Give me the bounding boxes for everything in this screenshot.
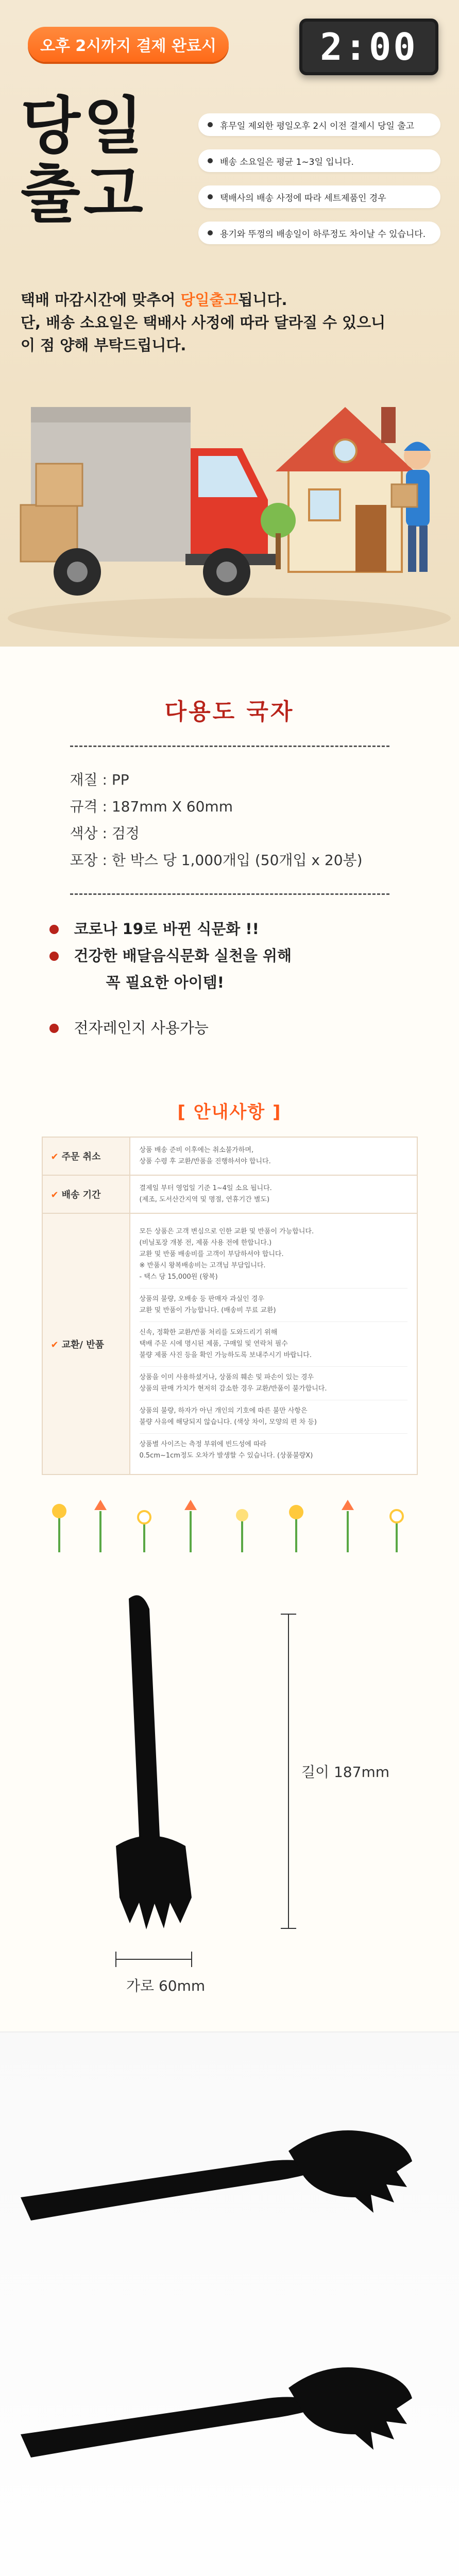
- house-window: [309, 489, 340, 520]
- row-line: 신속, 정확한 교환/반품 처리를 도와드리기 위해: [139, 1329, 278, 1336]
- row-head-label: 교환/ 반품: [61, 1339, 104, 1350]
- feature-item: [49, 969, 410, 996]
- note-text: 택배 마감시간에 맞추어: [21, 291, 176, 309]
- ground-shadow: [8, 598, 451, 639]
- shipping-bullet: 용기와 뚜껑의 배송일이 하루정도 차이날 수 있습니다.: [198, 222, 440, 244]
- truck-cargo-top: [31, 407, 191, 422]
- product-duo-section: [0, 2031, 459, 2576]
- row-head: [42, 1175, 130, 1213]
- row-line: 상품 수령 후 교환/반품을 진행하셔야 합니다.: [139, 1158, 271, 1165]
- row-content: [130, 1213, 417, 1475]
- clock-time: 2:00: [320, 25, 418, 69]
- row-line: 상품의 불량, 오배송 등 판매자 과실인 경우: [139, 1295, 264, 1303]
- exchange-block: [140, 1322, 407, 1367]
- bullet-dot: [49, 1024, 59, 1033]
- row-head-label: 주문 취소: [61, 1151, 101, 1162]
- row-line: (비닐포장 개봉 전, 제품 사용 전에 한합니다.): [139, 1239, 272, 1247]
- row-line: 교환 및 반품이 가능합니다. (배송비 무료 교환): [139, 1307, 276, 1314]
- row-line: 결제일 부터 영업일 기준 1~4일 소요 됩니다.: [139, 1184, 272, 1192]
- note-line: 이 점 양해 부탁드립니다.: [21, 336, 186, 354]
- spec-packaging: 포장 : 한 박스 당 1,000개입 (50개입 x 20봉): [70, 852, 363, 869]
- courier-box: [392, 484, 417, 507]
- row-line: 불량 제품 사진 등을 확인 가능하도록 보내주시기 바랍니다.: [139, 1351, 312, 1359]
- house-round-window: [334, 439, 356, 462]
- ladle-handle: [129, 1595, 160, 1856]
- row-line: 상품을 이미 사용하셨거나, 상품의 훼손 및 파손이 있는 경우: [139, 1374, 314, 1381]
- shipping-bullet: 택배사의 배송 사정에 따라 세트제품인 경우: [198, 185, 440, 208]
- ladle-photo-bottom: [21, 2367, 412, 2458]
- flower-decoration: [0, 1485, 459, 1568]
- courier-leg: [419, 526, 428, 572]
- feature-item: [49, 916, 410, 942]
- product-info-section: [0, 647, 459, 1062]
- shipping-bullet: 휴무일 제외한 평일오후 2시 이전 결제시 당일 출고: [198, 113, 440, 136]
- row-content: [130, 1175, 417, 1213]
- row-head-label: 배송 기간: [61, 1190, 101, 1200]
- ladle-pair-photo: [0, 2032, 459, 2576]
- size-section: [0, 1568, 459, 2031]
- exchange-block: [140, 1434, 407, 1467]
- shipping-bullet: 배송 소요일은 평균 1~3일 입니다.: [198, 149, 440, 172]
- table-row: [42, 1175, 417, 1213]
- feature-item: [49, 1014, 410, 1041]
- feature-item: [49, 942, 410, 969]
- spec-color: 색상 : 검정: [70, 825, 140, 842]
- clock-display: [299, 19, 438, 75]
- delivery-illustration: [0, 350, 459, 647]
- exchange-block: [140, 1400, 407, 1434]
- hero-title: [21, 93, 146, 229]
- row-line: (제조, 도서산간지역 및 명절, 연휴기간 별도): [139, 1196, 270, 1204]
- row-line: - 택스 당 15,000원 (왕복): [139, 1273, 218, 1281]
- row-line: 택배 주문 시에 명시된 제품, 구매일 및 연락처 필수: [139, 1340, 288, 1348]
- truck-hub: [216, 562, 237, 582]
- feature-text: 건강한 배달음식문화 실천을 위해: [74, 947, 292, 964]
- flower-icon: [390, 1510, 403, 1552]
- delivery-note: [21, 289, 443, 357]
- spec-size: 규격 : 187mm X 60mm: [70, 798, 233, 815]
- exchange-block: [140, 1367, 407, 1400]
- flower-icon: [289, 1505, 303, 1552]
- hero-title-line1: 당일: [21, 91, 146, 162]
- divider: [70, 745, 389, 747]
- row-head: [42, 1213, 130, 1475]
- feature-list: [49, 916, 410, 1041]
- feature-text: 전자레인지 사용가능: [74, 1019, 209, 1037]
- note-highlight: 당일출고: [180, 291, 239, 309]
- cardboard-box: [36, 464, 82, 506]
- ladle-photo-top: [21, 2130, 412, 2221]
- table-row: [42, 1213, 417, 1475]
- row-line: 상품의 불량, 하자가 아닌 개인의 기호에 따른 불만 사항은: [139, 1407, 308, 1415]
- flower-icon: [236, 1509, 248, 1552]
- guide-table: [42, 1137, 418, 1475]
- row-line: ※ 반품시 왕복배송비는 고객님 부담입니다.: [139, 1262, 266, 1269]
- note-text: 됩니다.: [238, 291, 287, 309]
- flower-icon: [94, 1500, 107, 1552]
- guide-section: [0, 1062, 459, 1485]
- product-title: 다용도 국자: [164, 699, 295, 725]
- row-content: [130, 1137, 417, 1175]
- flower-icon: [52, 1504, 66, 1552]
- check-icon: ✔: [50, 1190, 59, 1200]
- courier-cap: [404, 442, 431, 451]
- divider: [70, 893, 389, 895]
- check-icon: ✔: [50, 1151, 59, 1162]
- house-chimney: [381, 407, 396, 443]
- row-head: [42, 1137, 130, 1175]
- hero-title-line2: 출고: [21, 159, 146, 230]
- row-line: 교환 및 반품 배송비를 고객이 부담하셔야 합니다.: [139, 1250, 284, 1258]
- note-line: 단, 배송 소요일은 택배사 사정에 따라 달라질 수 있으니: [21, 314, 386, 331]
- spec-list: [70, 767, 389, 874]
- feature-text: 코로나 19로 바뀐 식문화 !!: [74, 920, 259, 938]
- deadline-pill: 오후 2시까지 결제 완료시: [28, 27, 229, 62]
- length-label: 길이 187mm: [301, 1764, 389, 1781]
- tree: [261, 503, 296, 538]
- shipping-bullets: [198, 113, 440, 244]
- ladle-head: [116, 1836, 192, 1929]
- ladle-size-figure: [0, 1568, 459, 2031]
- spec-material: 재질 : PP: [70, 771, 129, 788]
- row-line: 상품별 사이즈는 측정 부위에 빈드성에 따라: [139, 1440, 267, 1448]
- bullet-dot: [49, 925, 59, 934]
- flowers-row: [0, 1485, 459, 1568]
- house-door: [355, 505, 386, 572]
- feature-text: 꼭 필요한 아이템!: [106, 974, 225, 991]
- flower-icon: [138, 1511, 150, 1552]
- hero-section: [0, 0, 459, 647]
- table-row: [42, 1137, 417, 1175]
- guide-title: [ 안내사항 ]: [177, 1102, 282, 1123]
- courier-leg: [408, 526, 416, 572]
- exchange-block: [140, 1289, 407, 1322]
- width-label: 가로 60mm: [126, 1977, 206, 1994]
- tree-trunk: [276, 533, 281, 569]
- row-line: 상품 배송 준비 이후에는 취소불가하며,: [139, 1146, 254, 1154]
- row-line: 상품의 판매 가치가 현저히 감소한 경우 교환/반품이 불가합니다.: [139, 1385, 327, 1393]
- row-line: 불량 사유에 해당되지 않습니다. (색상 차이, 모양의 편 차 등): [139, 1418, 317, 1426]
- bullet-dot: [49, 952, 59, 961]
- flower-icon: [184, 1500, 197, 1552]
- flower-icon: [342, 1500, 354, 1552]
- exchange-block: [140, 1221, 407, 1289]
- row-line: 모든 상품은 고객 변심으로 인한 교환 및 반품이 가능합니다.: [139, 1228, 314, 1235]
- truck-hub: [67, 562, 88, 582]
- row-line: 0.5cm~1cm정도 오차가 발생할 수 있습니다. (상품불량X): [139, 1452, 313, 1460]
- check-icon: ✔: [50, 1339, 59, 1350]
